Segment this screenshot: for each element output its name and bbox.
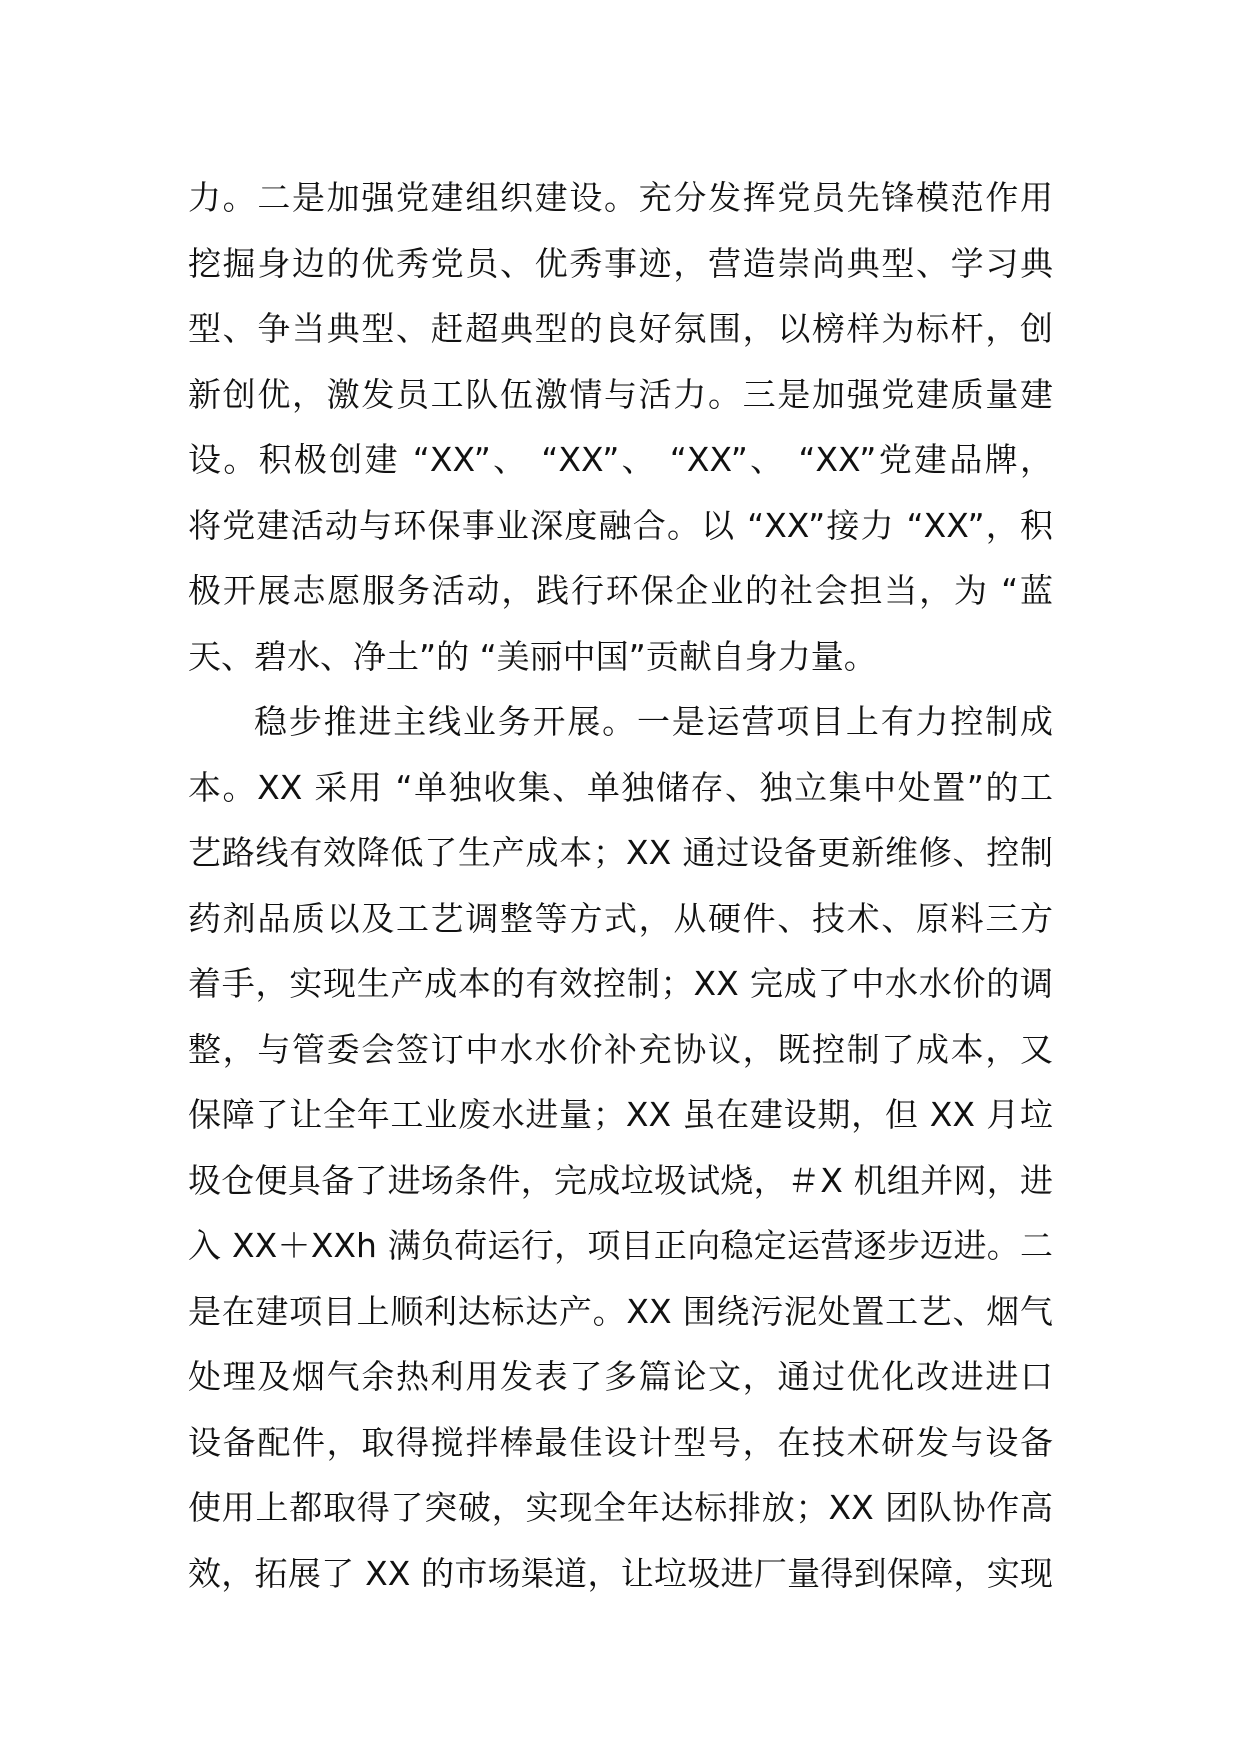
text-line: 新创优，激发员工队伍激情与活力。三是加强党建质量建 [188,374,1053,414]
text-line: 处理及烟气余热利用发表了多篇论文，通过优化改进进口 [188,1357,1053,1396]
text-line: 入 XX＋XXh 满负荷运行，项目正向稳定运营逐步迈进。二 [188,1226,1053,1265]
text-line: 着手，实现生产成本的有效控制；XX 完成了中水水价的调 [188,964,1053,1003]
text-line: 整，与管委会签订中水水价补充协议，既控制了成本，又 [188,1029,1053,1069]
text-line: 极开展志愿服务活动，践行环保企业的社会担当，为 “蓝 [188,571,1053,610]
text-line: 使用上都取得了突破，实现全年达标排放；XX 团队协作高 [188,1488,1053,1527]
text-line: 型、争当典型、赶超典型的良好氛围，以榜样为标杆，创 [188,309,1053,348]
text-line: 艺路线有效降低了生产成本；XX 通过设备更新维修、控制 [188,833,1053,872]
text-line: 将党建活动与环保事业深度融合。以 “XX”接力 “XX”，积 [188,505,1053,545]
document-body [188,165,1053,1606]
text-line: 设备配件，取得搅拌棒最佳设计型号，在技术研发与设备 [188,1422,1053,1462]
paragraph-end-line: 天、碧水、净土”的 “美丽中国”贡献自身力量。 [188,636,877,676]
paragraph-start-line: 稳步推进主线业务开展。一是运营项目上有力控制成 [254,702,1053,741]
text-line: 挖掘身边的优秀党员、优秀事迹，营造崇尚典型、学习典 [188,243,1053,283]
text-line: 效，拓展了 XX 的市场渠道，让垃圾进厂量得到保障，实现 [188,1553,1053,1593]
text-line: 保障了让全年工业废水进量；XX 虽在建设期，但 XX 月垃 [188,1095,1053,1134]
text-line: 力。二是加强党建组织建设。充分发挥党员先锋模范作用 [188,178,1053,217]
text-line: 本。XX 采用 “单独收集、单独储存、独立集中处置”的工 [188,767,1053,807]
text-line: 圾仓便具备了进场条件，完成垃圾试烧，＃X 机组并网，进 [188,1160,1053,1200]
text-line: 设。积极创建 “XX”、 “XX”、 “XX”、 “XX”党建品牌， [188,440,1053,479]
text-line: 药剂品质以及工艺调整等方式，从硬件、技术、原料三方 [188,898,1053,938]
text-line: 是在建项目上顺利达标达产。XX 围绕污泥处置工艺、烟气 [188,1291,1053,1331]
